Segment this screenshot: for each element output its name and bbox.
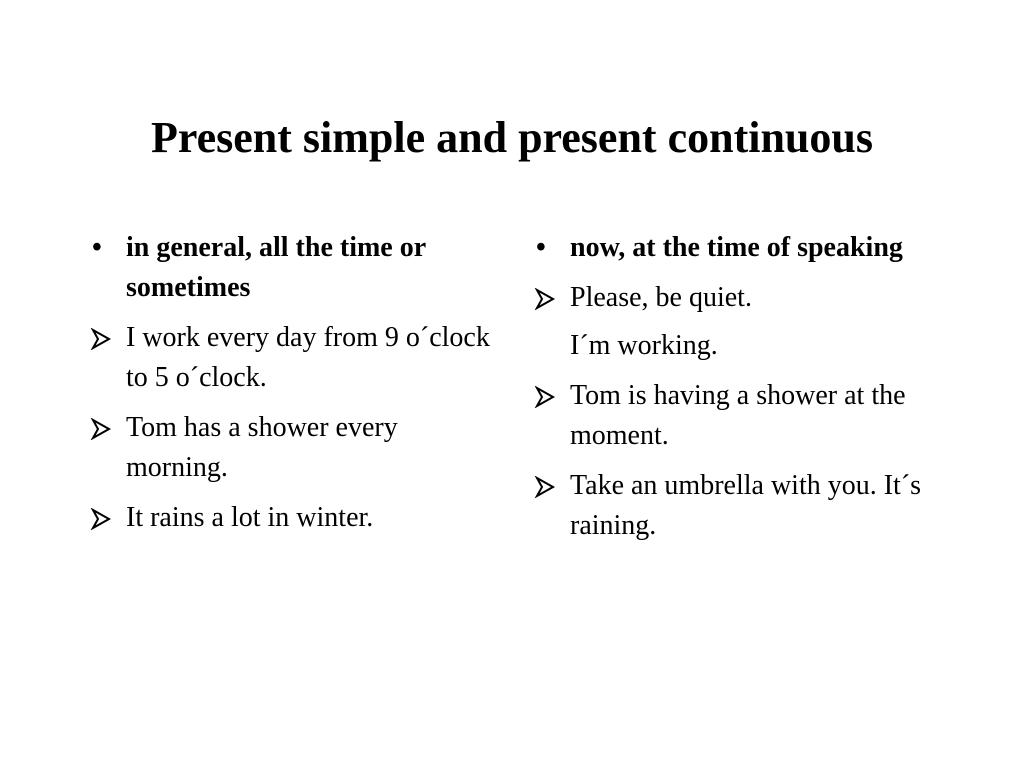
right-item-continuation: [534, 326, 934, 366]
right-item: [534, 466, 934, 546]
arrowhead-bullet-icon: [90, 498, 120, 530]
left-column: [90, 228, 490, 548]
left-heading-text: in general, all the time or sometimes: [126, 232, 426, 303]
right-heading: [534, 228, 934, 268]
right-item: [534, 376, 934, 456]
right-heading-text: now, at the time of speaking: [570, 232, 903, 263]
right-item-text: Tom is having a shower at the moment.: [570, 380, 906, 451]
bullet-icon: •: [536, 232, 546, 263]
left-item: [90, 408, 490, 488]
left-item: [90, 498, 490, 538]
bullet-icon: •: [92, 232, 102, 263]
left-heading: [90, 228, 490, 308]
right-item-text: Take an umbrella with you. It´s raining.: [570, 470, 922, 541]
arrowhead-bullet-icon: [534, 466, 564, 498]
left-item-text: I work every day from 9 o´clock to 5 o´clock.: [126, 322, 490, 393]
left-item-text: It rains a lot in winter.: [126, 502, 374, 533]
left-item-text: Tom has a shower every morning.: [126, 412, 398, 483]
left-item: [90, 318, 490, 398]
right-item-text: I´m working.: [570, 330, 718, 361]
right-item-text: Please, be quiet.: [570, 282, 752, 313]
arrowhead-bullet-icon: [90, 408, 120, 440]
arrowhead-bullet-icon: [534, 376, 564, 408]
arrowhead-bullet-icon: [90, 318, 120, 350]
arrowhead-bullet-icon: [534, 278, 564, 310]
slide-title: Present simple and present continuous: [150, 113, 873, 162]
right-column: [534, 228, 934, 556]
right-item: [534, 278, 934, 318]
